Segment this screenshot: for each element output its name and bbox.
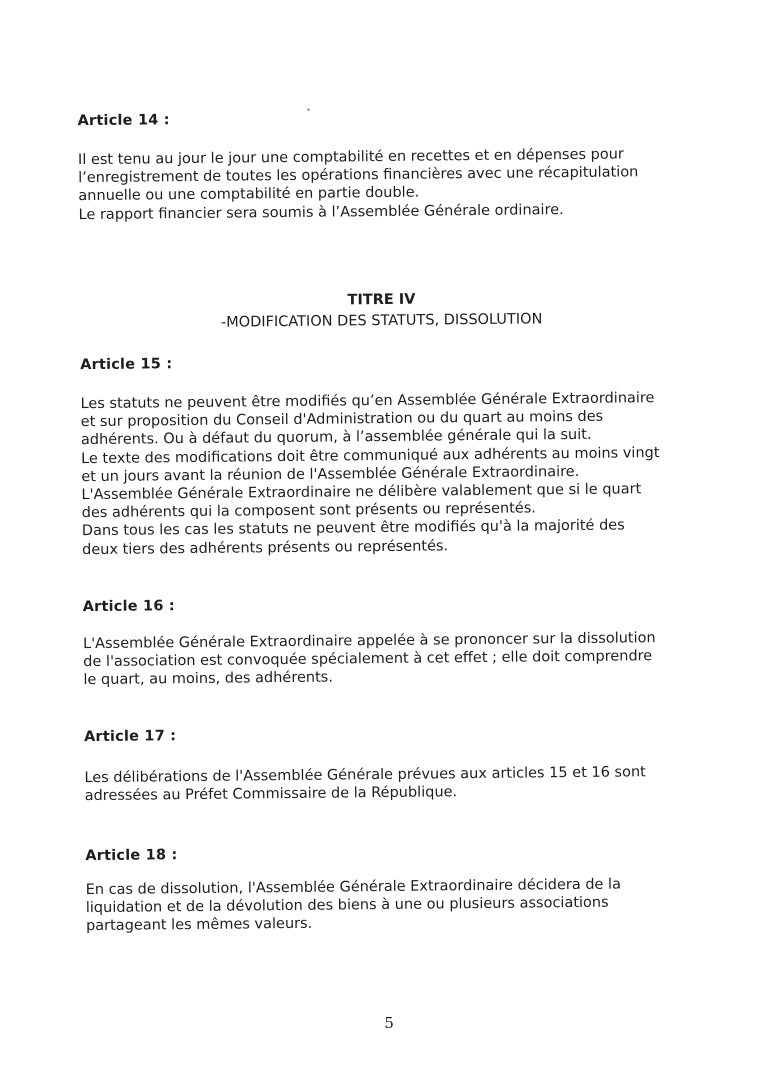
article-17-text — [84, 763, 704, 806]
article-17-heading: Article 17 : — [83, 728, 177, 746]
titre-subtitle: -MODIFICATION DES STATUTS, DISSOLUTION — [220, 311, 543, 331]
article-16-line: le quart, au moins, des adhérents. — [83, 669, 333, 689]
article-16-text — [83, 629, 704, 690]
article-14-line: Le rapport financier sera soumis à l’Assemblée Générale ordinaire. — [78, 201, 564, 223]
article-16-heading: Article 16 : — [82, 598, 175, 616]
article-15-heading: Article 15 : — [80, 356, 173, 374]
article-15-line: Les statuts ne peuvent être modifiés qu’en Assemblée Générale Extraordinaire — [80, 390, 655, 413]
titre-number: TITRE IV — [347, 291, 416, 309]
article-17-line: Les délibérations de l'Assemblée Générale prévues aux articles 15 et 16 sont — [84, 764, 646, 787]
article-15-line: et sur proposition du Conseil d'Administration ou du quart au moins des — [80, 408, 604, 431]
article-14-line: l’enregistrement de toutes les opérations financières avec une récapitulation — [78, 164, 639, 187]
article-14-text — [78, 145, 699, 224]
article-15-line: Le texte des modifications doit être communiqué aux adhérents au moins vingt — [81, 444, 660, 467]
article-16-line: L'Assemblée Générale Extraordinaire appelée à se prononcer sur la dissolution — [82, 630, 656, 653]
article-15-line: Dans tous les cas les statuts ne peuvent être modifiés qu'à la majorité des — [81, 517, 625, 540]
article-15-line: et un jours avant la réunion de l'Assemblée Générale Extraordinaire. — [81, 463, 580, 485]
article-15-line: adhérents. Ou à défaut du quorum, à l’assemblée générale qui la suit. — [80, 427, 592, 449]
page-number: 5 — [384, 1013, 394, 1033]
scan-speck — [307, 109, 309, 111]
article-15-line: L'Assemblée Générale Extraordinaire ne délibère valablement que si le quart — [81, 481, 642, 504]
article-18-line: liquidation et de la dévolution des biens à une ou plusieurs associations — [85, 894, 609, 917]
article-18-line: En cas de dissolution, l'Assemblée Générale Extraordinaire décidera de la — [85, 876, 622, 899]
article-18-line: partageant les mêmes valeurs. — [85, 916, 313, 935]
article-18-heading: Article 18 : — [85, 847, 178, 865]
article-17-line: adressées au Préfet Commissaire de la République. — [84, 784, 458, 805]
article-14-line: Il est tenu au jour le jour une comptabilité en recettes et en dépenses pour — [77, 146, 624, 169]
article-15-line: des adhérents qui la composent sont présents ou représentés. — [81, 500, 537, 522]
article-14-heading: Article 14 : — [77, 112, 170, 130]
article-18-text — [86, 875, 707, 936]
article-16-line: de l'association est convoquée spécialement à cet effet ; elle doit comprendre — [83, 648, 653, 671]
article-15-line: deux tiers des adhérents présents ou représentés. — [82, 537, 449, 558]
article-14-line: annuelle ou une comptabilité en partie double. — [78, 185, 420, 205]
article-15-text — [80, 389, 702, 559]
